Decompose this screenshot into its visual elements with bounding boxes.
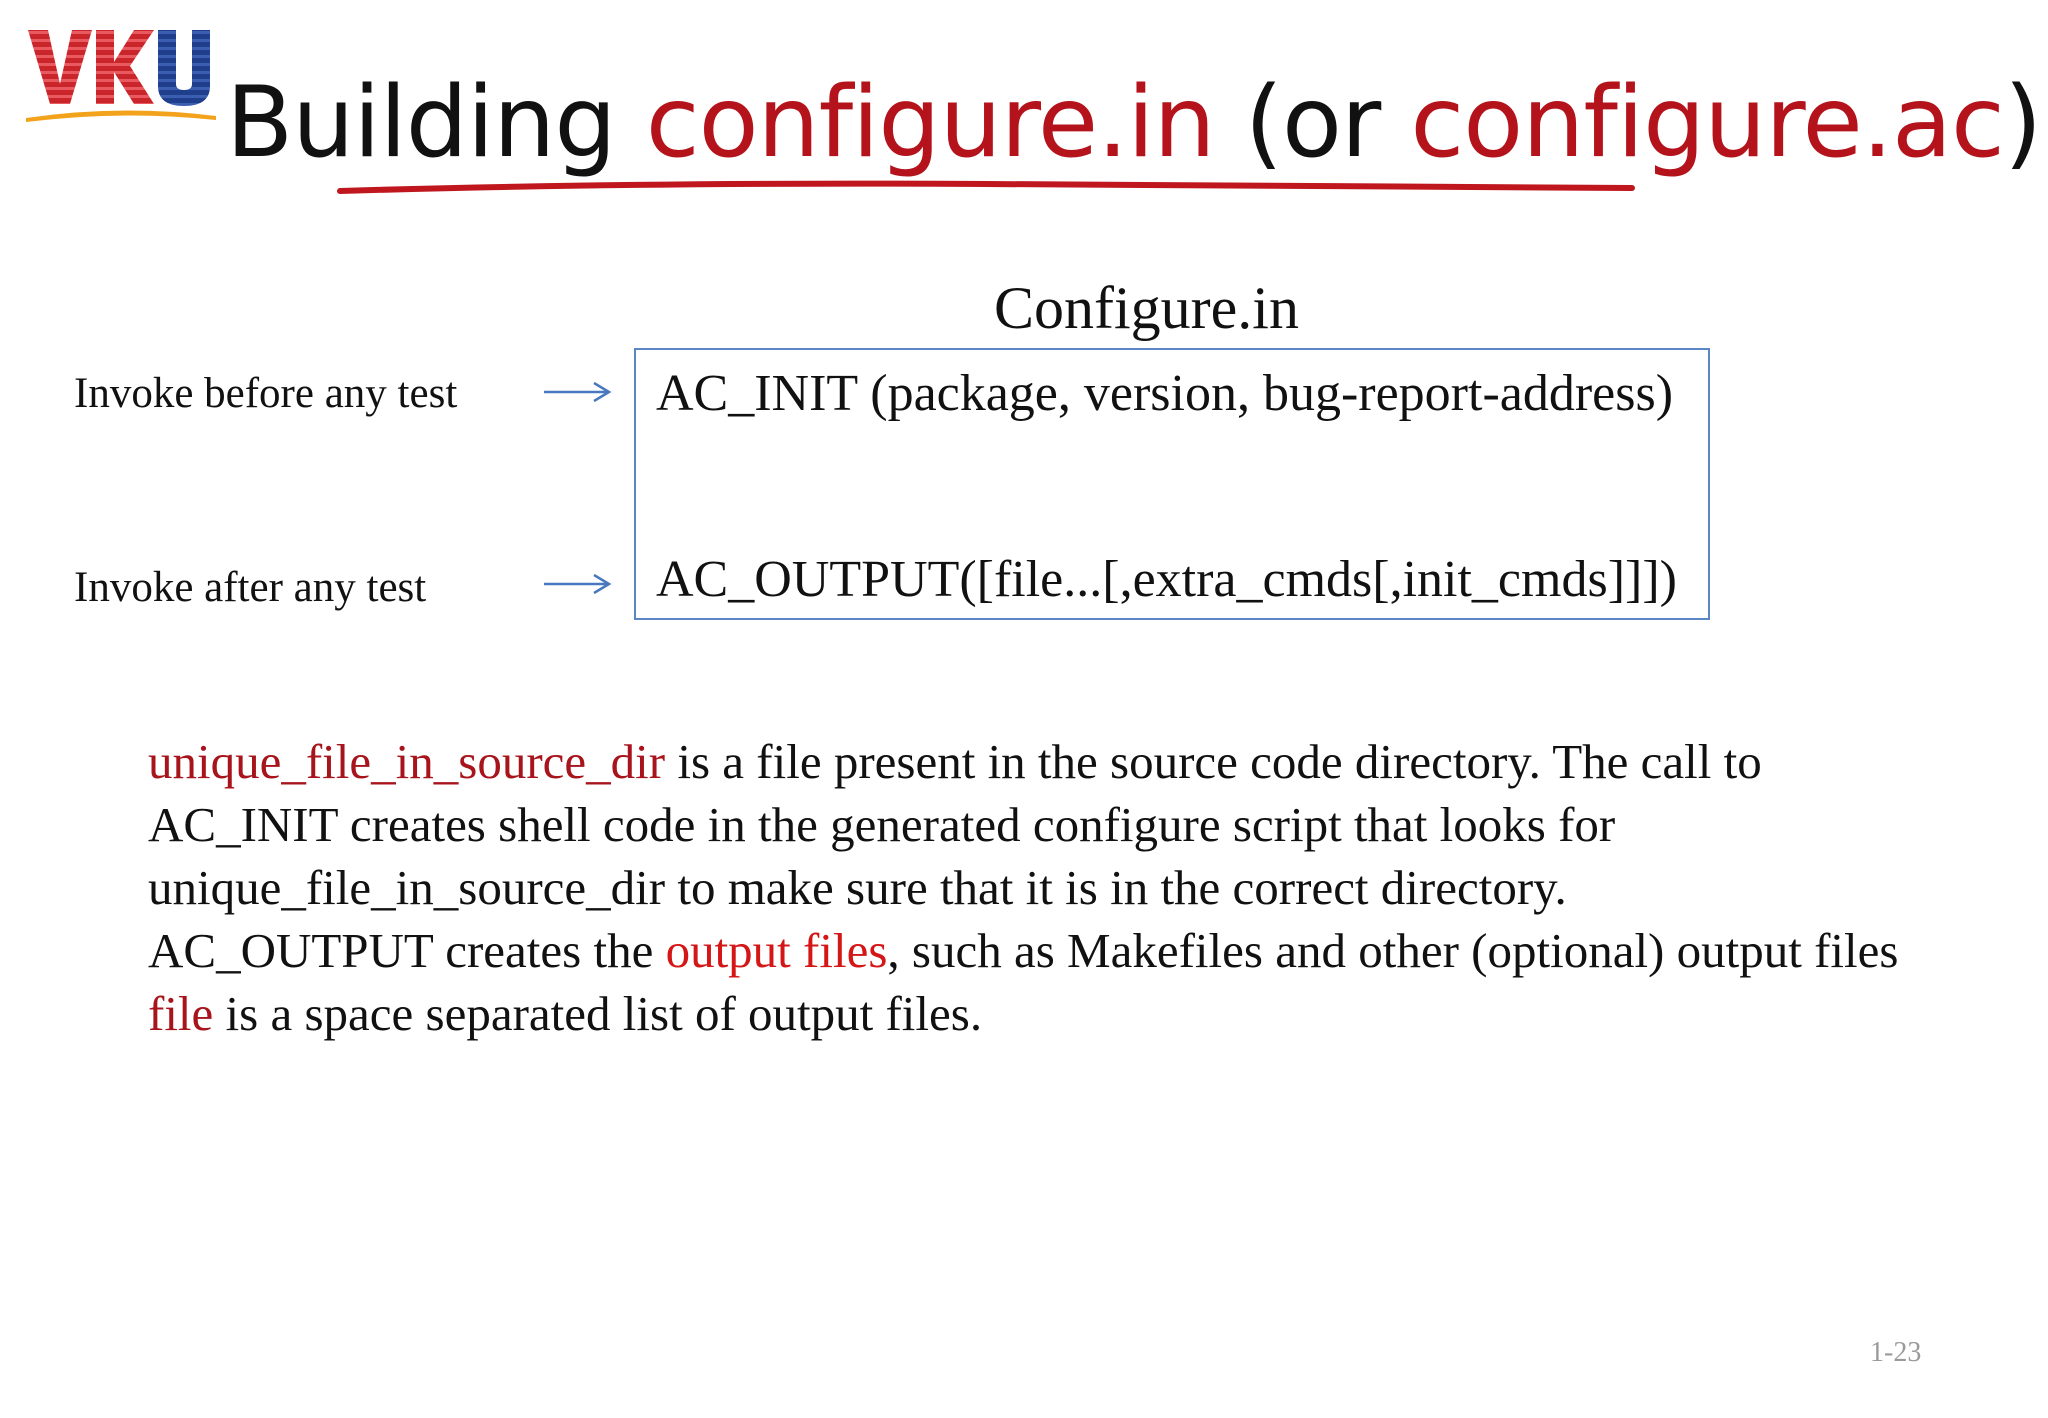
paragraph-ac-output-start: AC_OUTPUT creates the: [148, 923, 666, 978]
title-term-configure-in: configure.in: [645, 66, 1215, 180]
box-title: Configure.in: [994, 275, 1299, 341]
title-part-or: (or: [1214, 66, 1411, 180]
paragraph-unique-file-text: is a file present in the source code directory. The call to AC_INIT creates shell code in the generated configure script that looks for unique_file_in_source_dir to make sure that it is in the correct directory.: [148, 734, 1762, 915]
after-test-label: Invoke after any test: [74, 564, 427, 611]
paragraph-ac-output-text: , such as Makefiles and other (optional) output files: [887, 923, 1899, 978]
term-unique-file: unique_file_in_source_dir: [148, 734, 666, 789]
vku-logo: [26, 26, 216, 126]
paragraph-unique-file: [148, 730, 1948, 919]
before-test-label: Invoke before any test: [74, 370, 458, 417]
term-output-files: output files: [665, 923, 888, 978]
title-term-configure-ac: configure.ac: [1410, 66, 2004, 180]
term-file: file: [148, 986, 214, 1041]
paragraph-ac-output: [148, 919, 1948, 982]
page-number: 1-23: [1870, 1337, 1922, 1368]
configure-in-box: [634, 348, 1710, 620]
ac-output-line: AC_OUTPUT([file...[,extra_cmds[,init_cmds]]]): [656, 551, 1677, 608]
description-text: [148, 730, 1948, 1045]
paragraph-file: [148, 982, 1948, 1045]
slide-title: [226, 58, 2041, 188]
right-arrow-icon: [542, 572, 612, 596]
right-arrow-icon: [542, 380, 612, 404]
title-part-building: Building: [226, 66, 646, 180]
title-part-close-paren: ): [2003, 66, 2042, 180]
ac-init-line: AC_INIT (package, version, bug-report-address): [656, 365, 1674, 422]
title-underline: [336, 178, 1636, 196]
paragraph-file-text: is a space separated list of output files.: [213, 986, 983, 1041]
